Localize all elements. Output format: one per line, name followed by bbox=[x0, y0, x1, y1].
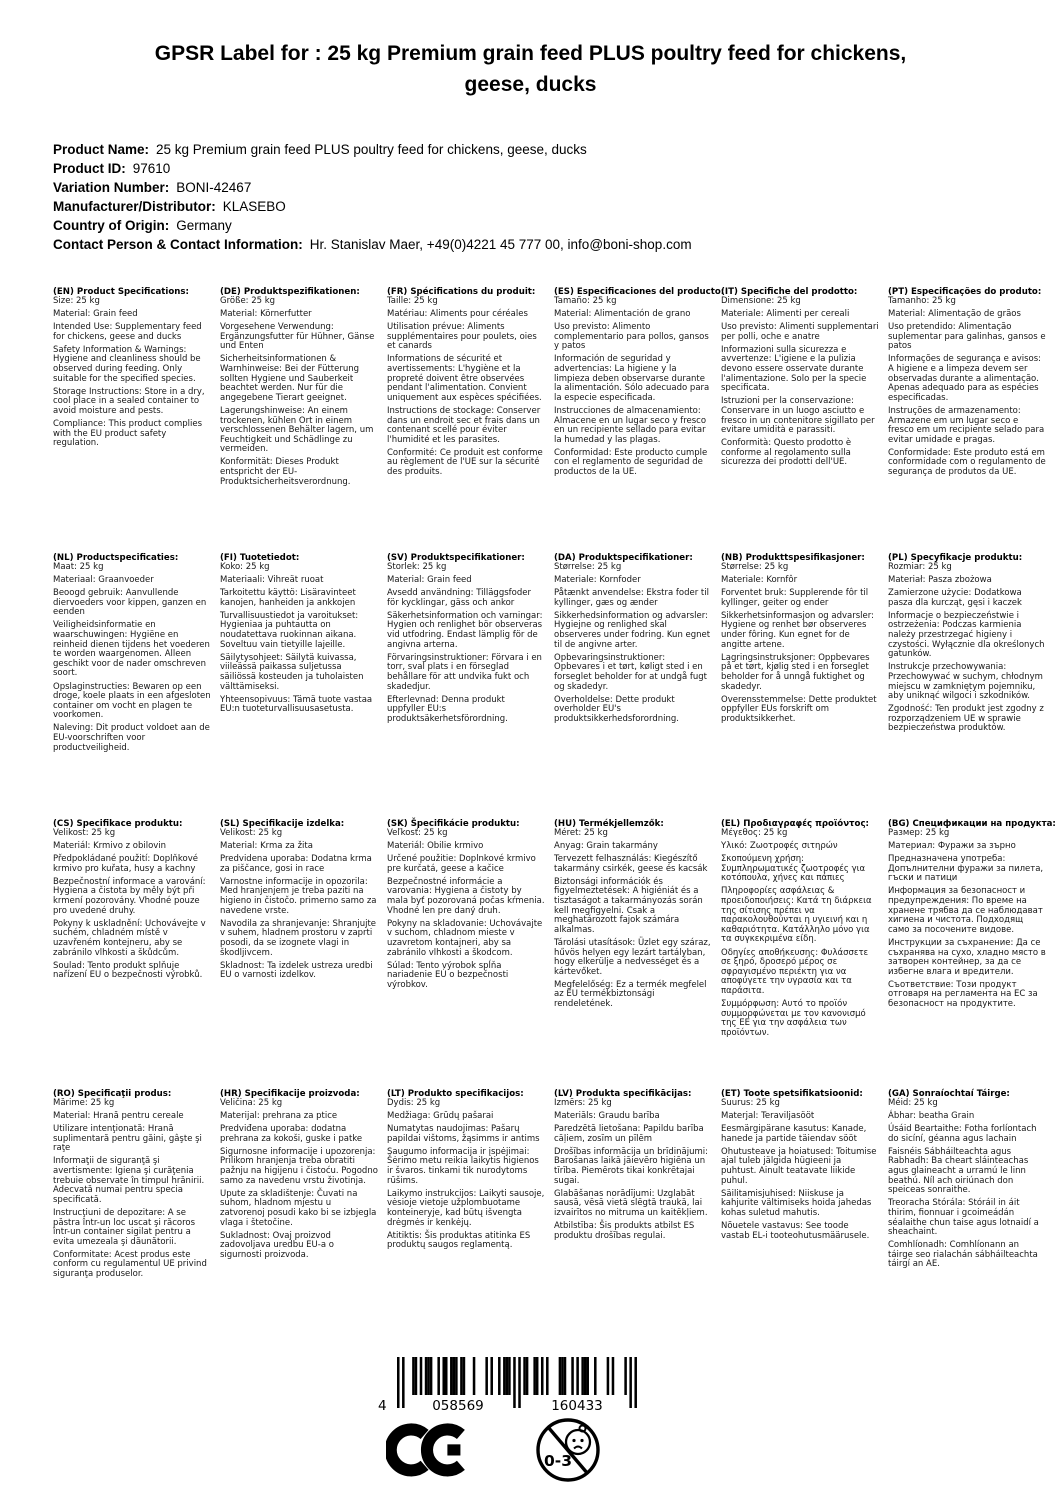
spec-para: Megfelelőség: Ez a termék megfelel az EU termékbiztonsági rendeletének. bbox=[554, 979, 707, 1009]
spec-para: Súlad: Tento výrobok spĺňa nariadenie EÚ o bezpečnosti výrobkov. bbox=[387, 960, 509, 990]
lang-block-da bbox=[554, 553, 712, 819]
spec-para: Dimensione: 25 kg bbox=[721, 296, 801, 306]
spec-para: Säkerhetsinformation och varningar: Hygien och renlighet bör observeras vid utfodring. Endast lämplig för de angivna arterna. bbox=[387, 610, 543, 650]
spec-para: Opbevaringsinstruktioner: Opbevares i et tørt, køligt sted i en forseglet beholder for at undgå fugt og skadedyr. bbox=[554, 652, 707, 692]
contact-value: Hr. Stanislav Maer, +49(0)4221 45 777 00, info@boni-shop.com bbox=[309, 237, 692, 252]
spec-para: Materiál: Krmivo z obilovin bbox=[53, 841, 167, 852]
spec-para: Οδηγίες αποθήκευσης: Φυλάσσετε σε ξηρό, δροσερό μέρος σε σφραγισμένο περιέκτη για να αποφύγετε την υγρασία και τα παράσιτα. bbox=[721, 947, 869, 996]
spec-para: Laikymo instrukcijos: Laikyti sausoje, vėsioje vietoje užplombuotame konteineryje, kad būtų išvengta drėgmės ir kenkėjų. bbox=[387, 1188, 545, 1228]
spec-para: Größe: 25 kg bbox=[220, 296, 276, 306]
spec-para: Predvidena uporaba: Dodatna krma za piščance, gosi in race bbox=[220, 854, 372, 874]
spec-para: Materijal: prehrana za ptice bbox=[220, 1111, 338, 1122]
spec-para: Izmērs: 25 kg bbox=[554, 1098, 612, 1108]
language-spec-grid bbox=[53, 287, 1056, 1280]
spec-para: Saugumo informacija ir įspėjimai: Šėrimo metu reikia laikytis higienos ir švaros. tinkami tik nurodytoms rūšims. bbox=[387, 1146, 539, 1186]
spec-para: Konformität: Dieses Produkt entspricht der EU-Produktsicherheitsverordnung. bbox=[220, 457, 351, 487]
variation-number-value: BONI-42467 bbox=[176, 180, 252, 195]
spec-para: Sicherheitsinformationen & Warnhinweise: Bei der Fütterung sollten Hygiene und Sauberkeit beachtet werden. Nur für die angegebene Tierart geeignet. bbox=[220, 354, 360, 403]
baby-face-icon bbox=[566, 1430, 590, 1454]
contact-row bbox=[53, 235, 692, 254]
manufacturer-value: KLASEBO bbox=[222, 199, 286, 214]
spec-para: Eesmärgipärane kasutus: Kanade, hanede ja partide täiendav sööt bbox=[721, 1124, 867, 1144]
spec-para: Beoogd gebruik: Aanvullende diervoeders voor kippen, ganzen en eenden bbox=[53, 588, 207, 618]
lang-block-fi bbox=[220, 553, 378, 819]
lang-block-title: (CS) Specifikace produktu: bbox=[53, 819, 183, 829]
spec-para: Instruções de armazenamento: Armazene em um lugar seco e fresco em um recipiente selado para evitar umidade e pragas. bbox=[888, 405, 1045, 445]
spec-para: Varnostne informacije in opozorila: Med hranjenjem je treba paziti na higieno in čistočo. primerno samo za navedene vrste. bbox=[220, 876, 377, 916]
spec-para: Veličina: 25 kg bbox=[220, 1098, 283, 1108]
spec-para: Informacje o bezpieczeństwie i ostrzeżenia: Podczas karmienia należy przestrzegać higieny i czystości. Wyłącznie dla określonych gatunków. bbox=[888, 610, 1045, 660]
spec-para: Yhteensopivuus: Tämä tuote vastaa EU:n tuoteturvallisuusasetusta. bbox=[220, 694, 373, 715]
spec-para: Koko: 25 kg bbox=[220, 562, 270, 572]
page-title: GPSR Label for : 25 kg Premium grain feed PLUS poultry feed for chickens, geese, ducks bbox=[154, 42, 907, 96]
spec-para: Lagringsinstruksjoner: Oppbevares på et tørt, kjølig sted i en forseglet beholder for å unngå fuktighet og skadedyr. bbox=[721, 652, 870, 692]
spec-para: Úsáid Beartaithe: Fotha forlíontach do sicíní, géanna agus lachain bbox=[888, 1124, 1037, 1144]
lang-block-title: (PT) Especificações do produto: bbox=[888, 287, 1042, 297]
lang-block-title: (ES) Especificaciones del producto: bbox=[554, 287, 725, 297]
spec-para: Conformitate: Acest produs este conform cu regulamentul UE privind siguranţa produselor. bbox=[53, 1249, 207, 1279]
spec-para: Pokyny k uskladnění: Uchovávejte v suchém, chladném místě v uzavřeném kontejneru, aby se zabránilo vlhkosti a škůdcům. bbox=[53, 918, 206, 958]
spec-para: Comhlíonadh: Comhlíonann an táirge seo rialachán sábháilteachta táirgí an AE. bbox=[888, 1240, 1038, 1270]
spec-para: Treoracha Stórála: Stóráil in áit thirim, fionnuar i gcoimeádán séalaithe chun taise agus lotnaidí a sheachaint. bbox=[888, 1198, 1039, 1238]
spec-para: Material: Krma za žita bbox=[220, 841, 313, 852]
lang-block-title: (DE) Produktspezifikationen: bbox=[220, 287, 360, 297]
spec-para: Nõuetele vastavus: See toode vastab EL-i tooteohutusmäärusele. bbox=[721, 1221, 870, 1241]
lang-block-title: (LV) Produkta specifikācijas: bbox=[554, 1089, 692, 1099]
spec-para: Faisnéis Sábháilteachta agus Rabhadh: Ba cheart sláinteachas agus glaineacht a urramú le linn beathú. Níl ach oiriúnach don speiceas sonraithe. bbox=[888, 1146, 1029, 1196]
spec-para: Πληροφορίες ασφάλειας & προειδοποιήσεις: Κατά τη διάρκεια της σίτισης πρέπει να παρακολουθούνται η υγιεινή και η καθαριότητα. Κατάλληλο μόνο για τα συγκεκριμένα είδη. bbox=[721, 886, 872, 945]
spec-para: Atitiktis: Šis produktas atitinka ES produktų saugos reglamentą. bbox=[387, 1230, 531, 1251]
product-id-value: 97610 bbox=[132, 161, 171, 176]
spec-para: Säilitamisjuhised: Niiskuse ja kahjurite vältimiseks hoida jahedas kohas suletud mahutis. bbox=[721, 1188, 872, 1218]
spec-para: Conformidade: Este produto está em conformidade com o regulamento de segurança de produtos da UE. bbox=[888, 447, 1046, 477]
lang-block-sv bbox=[387, 553, 545, 819]
spec-para: Sigurnosne informacije i upozorenja: Prilikom hranjenja treba obratiti pažnju na higijenu i čistoću. Pogodno samo za navedenu vrstu životinja. bbox=[220, 1146, 378, 1186]
spec-para: Materiāls: Graudu barība bbox=[554, 1111, 660, 1122]
lang-block-title: (NL) Productspecificaties: bbox=[53, 553, 179, 563]
spec-para: Säilytysohjeet: Säilytä kuivassa, viileässä paikassa suljetussa säiliössä kosteuden ja tuholaisten välttämiseksi. bbox=[220, 652, 364, 692]
product-name-value: 25 kg Premium grain feed PLUS poultry feed for chickens, geese, ducks bbox=[156, 142, 587, 157]
country-of-origin-label: Country of Origin: bbox=[53, 218, 170, 233]
spec-para: Информация за безопасност и предупреждения: По време на хранене трябва да се наблюдават хигиена и чистота. Подходящ само за посочените видове. bbox=[888, 886, 1043, 935]
manufacturer-label: Manufacturer/Distributor: bbox=[53, 199, 216, 214]
lang-block-en bbox=[53, 287, 211, 553]
spec-para: Tamanho: 25 kg bbox=[888, 296, 956, 306]
spec-para: Materiał: Pasza zbożowa bbox=[888, 575, 992, 586]
spec-para: Material: Körnerfutter bbox=[220, 309, 312, 320]
spec-para: Rozmiar: 25 kg bbox=[888, 562, 952, 572]
spec-para: Navodila za shranjevanje: Shranjujte v suhem, hladnem prostoru v zaprti posodi, da se izognete vlagi in škodljivcem. bbox=[220, 918, 377, 958]
spec-para: Materiale: Alimenti per cereali bbox=[721, 309, 850, 320]
country-of-origin-value: Germany bbox=[176, 218, 232, 233]
spec-para: Pokyny na skladovanie: Uchovávajte v suchom, chladnom mieste v uzavretom kontajneri, aby sa zabránilo vlhkosti a škodcom. bbox=[387, 918, 543, 958]
spec-para: Instrucţiuni de depozitare: A se păstra într-un loc uscat şi răcoros într-un container sigilat pentru a evita umezeala şi dăunătorii. bbox=[53, 1207, 196, 1247]
lang-block-title: (FR) Spécifications du produit: bbox=[387, 287, 536, 297]
lang-block-title: (GA) Sonraíochtaí Táirge: bbox=[888, 1089, 1010, 1099]
spec-para: Instrukcje przechowywania: Przechowywać w suchym, chłodnym miejscu w zamkniętym pojemniku, aby uniknąć wilgoci i szkodników. bbox=[888, 662, 1043, 702]
lang-block-es bbox=[554, 287, 725, 553]
lang-block-ro bbox=[53, 1089, 211, 1280]
spec-para: Medžiaga: Grūdų pašarai bbox=[387, 1111, 494, 1122]
lang-block-title: (IT) Specifiche del prodotto: bbox=[721, 287, 858, 297]
spec-para: Anyag: Grain takarmány bbox=[554, 841, 658, 852]
spec-para: Informazioni sulla sicurezza e avvertenze: L'igiene e la pulizia devono essere osservate durante l'alimentazione. Solo per la specie specificata. bbox=[721, 344, 867, 394]
spec-para: Uso previsto: Alimenti supplementari per polli, oche e anatre bbox=[721, 322, 879, 342]
spec-para: Overholdelse: Dette produkt overholder EU's produktsikkerhedsforordning. bbox=[554, 694, 679, 724]
spec-para: Materiale: Kornfoder bbox=[554, 575, 641, 586]
spec-para: Conformité: Ce produit est conforme au règlement de l'UE sur la sécurité des produits. bbox=[387, 447, 543, 477]
spec-para: Forventet bruk: Supplerende fôr til kyllinger, geiter og ender bbox=[721, 588, 869, 608]
spec-para: Předpokládané použití: Doplňkové krmivo pro kuřata, husy a kachny bbox=[53, 854, 198, 874]
lang-block-sk bbox=[387, 819, 545, 1089]
spec-para: Určené použitie: Doplnkové krmivo pre kurčatá, geese a kačice bbox=[387, 854, 536, 874]
spec-para: Avsedd användning: Tilläggsfoder för kycklingar, gäss och ankor bbox=[387, 588, 531, 608]
spec-para: Instrucciones de almacenamiento: Almacene en un lugar seco y fresco en un recipiente sellado para evitar la humedad y las plagas. bbox=[554, 405, 707, 445]
age-warning-text: 0-3 bbox=[544, 1452, 573, 1470]
spec-para: Dydis: 25 kg bbox=[387, 1098, 441, 1108]
spec-para: Overensstemmelse: Dette produktet oppfyller EUs forskrift om produktsikkerhet. bbox=[721, 694, 877, 724]
spec-para: Atbilstība: Šis produkts atbilst ES produktu drošības regulai. bbox=[554, 1221, 695, 1241]
spec-para: Instructions de stockage: Conserver dans un endroit sec et frais dans un contenant scellé pour éviter l'humidité et les parasites. bbox=[387, 405, 541, 445]
spec-para: Съответствие: Този продукт отговаря на регламента на ЕС за безопасност на продуктите. bbox=[888, 979, 1038, 1009]
spec-para: Informações de segurança e avisos: A higiene e a limpeza devem ser observadas durante a alimentação. Apenas adequado para as espécies especificadas. bbox=[888, 354, 1042, 403]
lang-block-title: (ET) Toote spetsifikatsioonid: bbox=[721, 1089, 863, 1099]
spec-para: Materjal: Teraviljasööt bbox=[721, 1111, 815, 1122]
spec-para: Conformidad: Este producto cumple con el reglamento de seguridad de productos de la UE. bbox=[554, 447, 708, 477]
ce-mark-icon bbox=[386, 1420, 466, 1478]
spec-para: Upute za skladištenje: Čuvati na suhom, hladnom mjestu u zatvorenoj posudi kako bi se izbjegla vlaga i štetočine. bbox=[220, 1188, 377, 1228]
spec-para: Soulad: Tento produkt splňuje nařízení EU o bezpečnosti výrobků. bbox=[53, 960, 203, 981]
spec-para: Mărime: 25 kg bbox=[53, 1098, 115, 1108]
spec-para: Matériau: Aliments pour céréales bbox=[387, 309, 528, 320]
spec-para: Material: Alimentación de grano bbox=[554, 309, 691, 320]
spec-para: Tárolási utasítások: Üzlet egy száraz, hűvös helyen egy lezárt tartályban, hogy elkerülje a nedvességet és a kártevőket. bbox=[554, 937, 711, 977]
lang-block-title: (SL) Specifikacije izdelka: bbox=[220, 819, 345, 829]
spec-para: Numatytas naudojimas: Pašarų papildai vištoms, žąsimms ir antims bbox=[387, 1124, 540, 1144]
ean-barcode bbox=[372, 1357, 640, 1414]
barcode-digit-first: 4 bbox=[378, 1398, 387, 1414]
lang-block-title: (HR) Specifikacije proizvoda: bbox=[220, 1089, 360, 1099]
spec-para: Tamaño: 25 kg bbox=[554, 296, 617, 306]
spec-para: Velikost: 25 kg bbox=[53, 828, 116, 838]
product-name-row bbox=[53, 140, 692, 159]
spec-para: Glabāšanas norādījumi: Uzglabāt sausā, vēsā vietā slēgtā traukā, lai izvairītos no mitruma un kaitēkļiem. bbox=[554, 1188, 708, 1218]
lang-block-title: (BG) Спецификации на продукта: bbox=[888, 819, 1056, 829]
spec-para: Størrelse: 25 kg bbox=[554, 562, 622, 572]
spec-para: Materiale: Kornfôr bbox=[721, 575, 798, 586]
lang-block-el bbox=[721, 819, 879, 1089]
spec-para: Υλικό: Ζωοτροφές σιτηρών bbox=[721, 841, 838, 852]
spec-para: Taille: 25 kg bbox=[387, 296, 438, 306]
spec-para: Ohutusteave ja hoiatused: Toitumise ajal tuleb jälgida hügieeni ja puhtust. Ainult teatavate liikide puhul. bbox=[721, 1146, 877, 1186]
spec-para: Storage Instructions: Store in a dry, cool place in a sealed container to avoid moisture and pests. bbox=[53, 386, 205, 416]
spec-para: Istruzioni per la conservazione: Conservare in un luogo asciutto e fresco in un contenitore sigillato per evitare umidità e parassiti. bbox=[721, 396, 875, 436]
spec-para: Biztonsági információk és figyelmeztetések: A higiéniát és a tisztaságot a takarmányozás során kell megfigyelni. Csak a meghatározott fajok számára alkalmas. bbox=[554, 876, 703, 935]
spec-para: Méid: 25 kg bbox=[888, 1098, 938, 1108]
spec-para: Conformità: Questo prodotto è conforme al regolamento sulla sicurezza dei prodotti dell'UE. bbox=[721, 438, 852, 468]
lang-block-title: (EN) Product Specifications: bbox=[53, 287, 189, 297]
spec-para: Предназначена употреба: Допълнителни фуражи за пилета, гъски и патици bbox=[888, 854, 1044, 884]
manufacturer-row bbox=[53, 197, 692, 216]
lang-block-title: (EL) Προδιαγραφές προϊόντος: bbox=[721, 819, 869, 829]
spec-para: Predviđena uporaba: dodatna prehrana za kokoši, guske i patke bbox=[220, 1124, 363, 1144]
spec-para: Veľkosť: 25 kg bbox=[387, 828, 448, 838]
lang-block-title: (FI) Tuotetiedot: bbox=[220, 553, 300, 563]
spec-para: Turvallisuustiedot ja varoitukset: Hygieniaa ja puhtautta on noudatettava ruokinnan aikana. Soveltuu vain tietyille lajeille. bbox=[220, 610, 359, 650]
spec-para: Zgodność: Ten produkt jest zgodny z rozporządzeniem UE w sprawie bezpieczeństwa produktów. bbox=[888, 704, 1044, 734]
spec-para: Maat: 25 kg bbox=[53, 562, 104, 572]
spec-para: Lagerungshinweise: An einem trockenen, kühlen Ort in einem verschlossenen Behälter lagern, um Feuchtigkeit und Schädlinge zu vermeiden. bbox=[220, 405, 374, 455]
spec-para: Méret: 25 kg bbox=[554, 828, 608, 838]
lang-block-pt bbox=[888, 287, 1046, 553]
spec-para: Förvaringsinstruktioner: Förvara i en torr, sval plats i en förseglad behållare för att undvika fukt och skadedjur. bbox=[387, 652, 542, 692]
spec-para: Størrelse: 25 kg bbox=[721, 562, 789, 572]
lang-block-title: (SV) Produktspecifikationer: bbox=[387, 553, 525, 563]
spec-para: Uso pretendido: Alimentação suplementar para galinhas, gansos e patos bbox=[888, 322, 1046, 352]
age-warning-icon bbox=[534, 1414, 602, 1484]
spec-para: Инструкции за съхранение: Да се съхранява на сухо, хладно място в затворен контейнер, за да се избегне влага и вредители. bbox=[888, 937, 1046, 977]
product-id-label: Product ID: bbox=[53, 161, 126, 176]
lang-block-title: (RO) Specificaţii produs: bbox=[53, 1089, 172, 1099]
lang-block-title: (DA) Produktspecifikationer: bbox=[554, 553, 693, 563]
spec-para: Bezpečnostné informácie a varovania: Hygiena a čistoty by mala byť pozorovaná počas kŕmenia. Vhodné len pre daný druh. bbox=[387, 876, 545, 916]
spec-para: Informaţii de siguranţă şi avertismente: Igiena şi curăţenia trebuie observate în timpul hrănirii. Adecvată numai pentru specia specificată. bbox=[53, 1156, 205, 1205]
spec-para: Suurus: 25 kg bbox=[721, 1098, 780, 1108]
product-id-row bbox=[53, 159, 692, 178]
spec-para: Material: Hrană pentru cereale bbox=[53, 1111, 184, 1122]
lang-block-title: (HU) Termékjellemzők: bbox=[554, 819, 664, 829]
spec-para: Efterlevnad: Denna produkt uppfyller EU:s produktsäkerhetsförordning. bbox=[387, 694, 508, 724]
spec-para: Opslaginstructies: Bewaren op een droge, koele plaats in een afgesloten container om vocht en plagen te voorkomen. bbox=[53, 681, 211, 721]
lang-block-hu bbox=[554, 819, 712, 1089]
lang-block-it bbox=[721, 287, 879, 553]
lang-block-title: (NB) Produkttspesifikasjoner: bbox=[721, 553, 865, 563]
lang-block-title: (LT) Produkto specifikacijos: bbox=[387, 1089, 524, 1099]
spec-para: Συμμόρφωση: Αυτό το προϊόν συμμορφώνεται με τον κανονισμό της ΕΕ για την ασφάλεια των προϊόντων. bbox=[721, 999, 866, 1038]
spec-para: Bezpečnostní informace a varování: Hygiena a čistota by měly být při krmení pozorovány. Vhodné pouze pro uvedené druhy. bbox=[53, 876, 206, 916]
variation-number-label: Variation Number: bbox=[53, 180, 170, 195]
country-of-origin-row bbox=[53, 216, 692, 235]
lang-block-nb bbox=[721, 553, 879, 819]
spec-para: Storlek: 25 kg bbox=[387, 562, 447, 572]
lang-block-de bbox=[220, 287, 378, 553]
lang-block-sl bbox=[220, 819, 378, 1089]
barcode-digit-right-group: 160433 bbox=[551, 1398, 603, 1414]
spec-para: Utilisation prévue: Aliments supplémentaires pour poulets, oies et canards bbox=[387, 322, 537, 352]
barcode-digit-left-group: 058569 bbox=[432, 1398, 484, 1414]
spec-para: Safety Information & Warnings: Hygiene and cleanliness should be observed during feeding. Only suitable for the specified species. bbox=[53, 344, 201, 384]
spec-para: Размер: 25 kg bbox=[888, 828, 950, 838]
spec-para: Drošības informācija un brīdinājumi: Barošanas laikā jāievēro higiēna un tīrība. Piemērots tikai konkrētajai sugai. bbox=[554, 1146, 708, 1186]
spec-para: Paredzētā lietošana: Papildu barība cāļiem, zosīm un pīlēm bbox=[554, 1124, 704, 1144]
lang-block-lt bbox=[387, 1089, 545, 1280]
contact-label: Contact Person & Contact Information: bbox=[53, 237, 303, 252]
spec-para: Σκοπούμενη χρήση: Συμπληρωματικές ζωοτροφές για κοτόπουλα, χήνες και πάπιες bbox=[721, 854, 866, 884]
spec-para: Skladnost: Ta izdelek ustreza uredbi EU o varnosti izdelkov. bbox=[220, 960, 373, 981]
lang-block-title: (PL) Specyfikacje produktu: bbox=[888, 553, 1023, 563]
spec-para: Materiál: Obilie krmivo bbox=[387, 841, 484, 852]
spec-para: Μέγεθος: 25 kg bbox=[721, 828, 788, 838]
lang-block-title: (SK) Špecifikácie produktu: bbox=[387, 819, 520, 829]
spec-para: Vorgesehene Verwendung: Ergänzungsfutter für Hühner, Gänse und Enten bbox=[220, 322, 375, 352]
lang-block-et bbox=[721, 1089, 879, 1280]
lang-block-bg bbox=[888, 819, 1056, 1089]
spec-para: Sikkerhetsinformasjon og advarsler: Hygiene og renhet bør observeres under fôring. Kun egnet for de angitte artene. bbox=[721, 610, 874, 650]
variation-number-row bbox=[53, 178, 692, 197]
spec-para: Materiaali: Vihreät ruoat bbox=[220, 575, 324, 586]
lang-block-lv bbox=[554, 1089, 712, 1280]
product-info bbox=[53, 140, 692, 254]
lang-block-hr bbox=[220, 1089, 378, 1280]
spec-para: Utilizare intenţionată: Hrană suplimentară pentru găini, gâşte şi raţe bbox=[53, 1124, 202, 1154]
lang-block-cs bbox=[53, 819, 211, 1089]
spec-para: Zamierzone użycie: Dodatkowa pasza dla kurcząt, gęsi i kaczek bbox=[888, 588, 1022, 608]
spec-para: Material: Grain feed bbox=[387, 575, 472, 586]
spec-para: Material: Grain feed bbox=[53, 309, 138, 320]
spec-para: Материал: Фуражи за зърно bbox=[888, 841, 1016, 852]
spec-para: Informations de sécurité et avertissements: L'hygiène et la propreté doivent être observées pendant l'alimentation. Convient uniquement aux espèces spécifiées. bbox=[387, 354, 542, 403]
spec-para: Uso previsto: Alimento complementario para pollos, gansos y patos bbox=[554, 322, 709, 352]
lang-block-fr bbox=[387, 287, 545, 553]
lang-block-ga bbox=[888, 1089, 1046, 1280]
spec-para: Size: 25 kg bbox=[53, 296, 100, 306]
spec-para: Información de seguridad y advertencias: La higiene y la limpieza deben observarse durante la alimentación. Sólo adecuado para la especie especificada. bbox=[554, 354, 710, 403]
lang-block-pl bbox=[888, 553, 1046, 819]
spec-para: Velikost: 25 kg bbox=[220, 828, 283, 838]
spec-para: Material: Alimentação de grãos bbox=[888, 309, 1021, 320]
spec-para: Sikkerhedsinformation og advarsler: Hygiejne og renlighed skal observeres under fodring. Kun egnet til de angivne arter. bbox=[554, 610, 711, 650]
spec-para: Ábhar: beatha Grain bbox=[888, 1111, 975, 1122]
spec-para: Intended Use: Supplementary feed for chickens, geese and ducks bbox=[53, 322, 202, 342]
product-name-label: Product Name: bbox=[53, 142, 150, 157]
lang-block-nl bbox=[53, 553, 211, 819]
spec-para: Påtænkt anvendelse: Ekstra foder til kyllinger, gæs og ænder bbox=[554, 588, 709, 608]
spec-para: Veiligheidsinformatie en waarschuwingen: Hygiëne en reinheid dienen tijdens het voederen te worden waargenomen. Alleen geschikt voor de nader omschreven soort. bbox=[53, 620, 210, 679]
spec-para: Tervezett felhasználás: Kiegészítő takarmány csirkék, geese és kacsák bbox=[554, 854, 708, 874]
spec-para: Tarkoitettu käyttö: Lisäravinteet kanojen, hanheiden ja ankkojen bbox=[220, 588, 356, 608]
spec-para: Materiaal: Graanvoeder bbox=[53, 575, 154, 586]
spec-para: Compliance: This product complies with the EU product safety regulation. bbox=[53, 419, 202, 449]
spec-para: Naleving: Dit product voldoet aan de EU-voorschriften voor productveiligheid. bbox=[53, 723, 210, 753]
spec-para: Sukladnost: Ovaj proizvod zadovoljava uredbu EU-a o sigurnosti proizvoda. bbox=[220, 1230, 334, 1260]
